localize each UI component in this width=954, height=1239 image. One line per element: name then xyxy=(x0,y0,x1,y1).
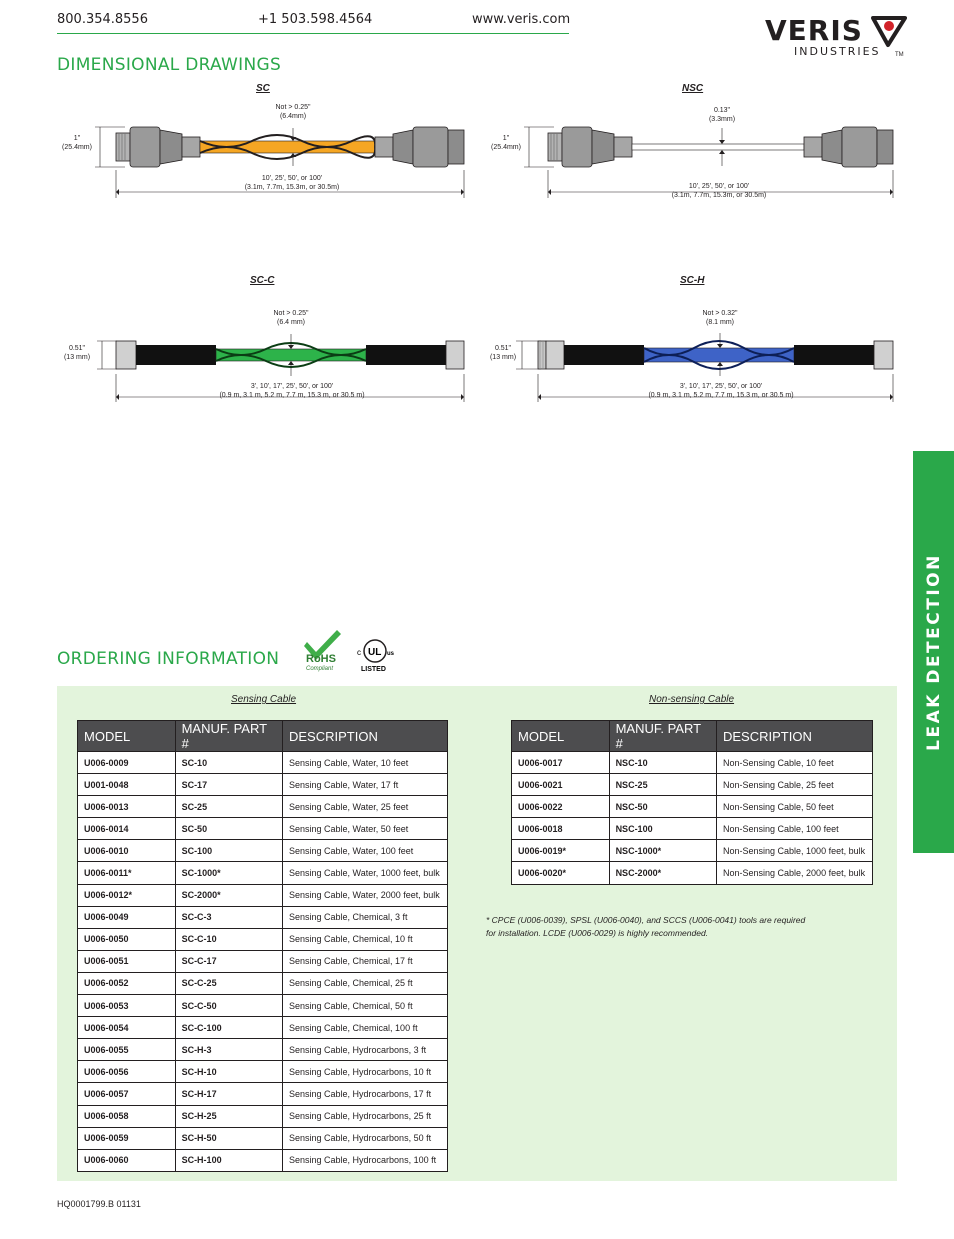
description-cell: Sensing Cable, Water, 50 feet xyxy=(283,818,448,840)
veris-logo xyxy=(765,14,910,62)
model-cell: U006-0009 xyxy=(78,752,176,774)
model-cell: U006-0011* xyxy=(78,862,176,884)
table-row xyxy=(512,818,873,840)
ul-listed-badge xyxy=(353,636,399,674)
part-cell: SC-H-17 xyxy=(175,1083,282,1105)
drawing-sc xyxy=(57,80,477,200)
description-cell: Sensing Cable, Chemical, 3 ft xyxy=(283,906,448,928)
part-cell: SC-C-17 xyxy=(175,950,282,972)
rohs-sub: Compliant xyxy=(306,666,334,672)
sc-h-length-label: 3', 10', 17', 25', 50', or 100' (0.9 m, 3.1 m, 5.2 m, 7.7 m, 15.3 m, or 30.5 m) xyxy=(648,383,794,399)
description-cell: Sensing Cable, Hydrocarbons, 50 ft xyxy=(283,1127,448,1149)
model-cell: U006-0060 xyxy=(78,1149,176,1171)
table-row xyxy=(512,774,873,796)
website-link[interactable]: www.veris.com xyxy=(472,12,571,27)
drawing-sc-title: SC xyxy=(256,83,270,94)
drawing-nsc xyxy=(486,80,906,206)
model-cell: U006-0018 xyxy=(512,818,610,840)
table-row xyxy=(78,818,448,840)
description-cell: Sensing Cable, Chemical, 50 ft xyxy=(283,995,448,1017)
part-cell: SC-H-25 xyxy=(175,1105,282,1127)
ul-us: us xyxy=(387,651,395,657)
logo-trademark: TM xyxy=(895,52,904,58)
drawing-nsc-title: NSC xyxy=(682,83,704,94)
dimensional-drawings-title: DIMENSIONAL DRAWINGS xyxy=(57,55,282,75)
document-code: HQ0001799.B 01131 xyxy=(57,1199,141,1209)
nonsensing-cable-table xyxy=(511,720,873,885)
drawing-sc-c xyxy=(57,272,477,406)
description-cell: Sensing Cable, Hydrocarbons, 3 ft xyxy=(283,1039,448,1061)
description-cell: Sensing Cable, Chemical, 10 ft xyxy=(283,928,448,950)
model-cell: U006-0049 xyxy=(78,906,176,928)
nsc-length-label: 10', 25', 50', or 100' (3.1m, 7.7m, 15.3m, or 30.5m) xyxy=(671,183,767,199)
sc-gap-label: Not > 0.25" (6.4mm) xyxy=(275,104,311,120)
ul-mark: UL xyxy=(368,647,382,658)
ordering-information-title: ORDERING INFORMATION xyxy=(57,649,280,669)
description-cell: Non-Sensing Cable, 50 feet xyxy=(717,796,873,818)
table-row xyxy=(78,840,448,862)
table-row xyxy=(78,752,448,774)
part-cell: SC-C-25 xyxy=(175,972,282,994)
description-cell: Sensing Cable, Water, 25 feet xyxy=(283,796,448,818)
model-cell: U006-0058 xyxy=(78,1105,176,1127)
sc-c-length-label: 3', 10', 17', 25', 50', or 100' (0.9 m, 3.1 m, 5.2 m, 7.7 m, 15.3 m, or 30.5 m) xyxy=(219,383,365,399)
part-cell: NSC-1000* xyxy=(609,840,716,862)
description-cell: Sensing Cable, Hydrocarbons, 10 ft xyxy=(283,1061,448,1083)
model-cell: U006-0014 xyxy=(78,818,176,840)
description-cell: Non-Sensing Cable, 100 feet xyxy=(717,818,873,840)
model-cell: U006-0017 xyxy=(512,752,610,774)
part-cell: SC-C-3 xyxy=(175,906,282,928)
table-header-row xyxy=(512,721,873,752)
rohs-compliant-badge xyxy=(303,628,343,672)
part-cell: SC-10 xyxy=(175,752,282,774)
description-cell: Non-Sensing Cable, 25 feet xyxy=(717,774,873,796)
part-cell: NSC-2000* xyxy=(609,862,716,884)
table-row xyxy=(512,796,873,818)
table-row xyxy=(78,1149,448,1171)
model-cell: U006-0022 xyxy=(512,796,610,818)
rohs-check-icon xyxy=(303,628,343,672)
part-cell: SC-H-50 xyxy=(175,1127,282,1149)
sc-length-label: 10', 25', 50', or 100' (3.1m, 7.7m, 15.3m, or 30.5m) xyxy=(244,175,340,191)
col-model-header: MODEL xyxy=(512,721,610,752)
table-row xyxy=(78,774,448,796)
description-cell: Sensing Cable, Hydrocarbons, 100 ft xyxy=(283,1149,448,1171)
model-cell: U006-0021 xyxy=(512,774,610,796)
table-row xyxy=(78,884,448,906)
description-cell: Sensing Cable, Hydrocarbons, 25 ft xyxy=(283,1105,448,1127)
table-row xyxy=(78,1061,448,1083)
col-description-header: DESCRIPTION xyxy=(717,721,873,752)
model-cell: U006-0052 xyxy=(78,972,176,994)
drawing-sc-h-title: SC-H xyxy=(680,275,705,286)
table-row xyxy=(78,928,448,950)
part-cell: SC-H-10 xyxy=(175,1061,282,1083)
description-cell: Sensing Cable, Water, 1000 feet, bulk xyxy=(283,862,448,884)
part-cell: SC-C-10 xyxy=(175,928,282,950)
table-row xyxy=(78,1017,448,1039)
installation-footnote: * CPCE (U006-0039), SPSL (U006-0040), and SCCS (U006-0041) tools are required for installation. LCDE (U006-0029) is highly recommended. xyxy=(486,915,806,938)
col-part-header: MANUF. PART # xyxy=(609,721,716,752)
sc-c-gap-label: Not > 0.25" (6.4 mm) xyxy=(273,310,309,326)
drawing-sc-h xyxy=(486,272,906,406)
table-row xyxy=(512,862,873,884)
description-cell: Sensing Cable, Chemical, 17 ft xyxy=(283,950,448,972)
table-row xyxy=(512,752,873,774)
col-part-header: MANUF. PART # xyxy=(175,721,282,752)
model-cell: U006-0012* xyxy=(78,884,176,906)
model-cell: U006-0055 xyxy=(78,1039,176,1061)
table-row xyxy=(78,1105,448,1127)
table-row xyxy=(78,1127,448,1149)
part-cell: NSC-50 xyxy=(609,796,716,818)
model-cell: U006-0051 xyxy=(78,950,176,972)
sc-c-height-label: 0.51" (13 mm) xyxy=(63,345,91,361)
part-cell: NSC-10 xyxy=(609,752,716,774)
veris-check-icon xyxy=(871,14,907,48)
sensing-cable-table xyxy=(77,720,448,1172)
model-cell: U001-0048 xyxy=(78,774,176,796)
table-row xyxy=(512,840,873,862)
nsc-height-label: 1" (25.4mm) xyxy=(491,135,521,151)
part-cell: SC-25 xyxy=(175,796,282,818)
ul-c: c xyxy=(357,648,361,657)
table-row xyxy=(78,972,448,994)
table-row xyxy=(78,862,448,884)
part-cell: NSC-25 xyxy=(609,774,716,796)
sc-h-height-label: 0.51" (13 mm) xyxy=(489,345,517,361)
model-cell: U006-0054 xyxy=(78,1017,176,1039)
sc-height-label: 1" (25.4mm) xyxy=(62,135,92,151)
model-cell: U006-0059 xyxy=(78,1127,176,1149)
part-cell: SC-C-100 xyxy=(175,1017,282,1039)
description-cell: Sensing Cable, Water, 2000 feet, bulk xyxy=(283,884,448,906)
part-cell: SC-H-100 xyxy=(175,1149,282,1171)
model-cell: U006-0053 xyxy=(78,995,176,1017)
table-row xyxy=(78,1083,448,1105)
table-row xyxy=(78,906,448,928)
drawing-sc-c-title: SC-C xyxy=(250,275,275,286)
phone-international: +1 503.598.4564 xyxy=(258,12,373,27)
description-cell: Non-Sensing Cable, 1000 feet, bulk xyxy=(717,840,873,862)
description-cell: Sensing Cable, Water, 10 feet xyxy=(283,752,448,774)
part-cell: SC-50 xyxy=(175,818,282,840)
side-tab-leak-detection xyxy=(913,451,954,853)
model-cell: U006-0050 xyxy=(78,928,176,950)
ul-listed-icon xyxy=(353,636,399,674)
phone-tollfree: 800.354.8556 xyxy=(57,12,148,27)
description-cell: Non-Sensing Cable, 2000 feet, bulk xyxy=(717,862,873,884)
side-tab-label: LEAK DETECTION xyxy=(923,553,944,751)
sensing-cable-caption: Sensing Cable xyxy=(231,694,297,705)
description-cell: Sensing Cable, Water, 100 feet xyxy=(283,840,448,862)
description-cell: Sensing Cable, Chemical, 100 ft xyxy=(283,1017,448,1039)
part-cell: SC-H-3 xyxy=(175,1039,282,1061)
rohs-label: RoHS xyxy=(306,653,336,665)
logo-subtitle: INDUSTRIES xyxy=(794,45,881,58)
nsc-gap-label: 0.13" (3.3mm) xyxy=(708,107,736,123)
table-row xyxy=(78,950,448,972)
part-cell: SC-17 xyxy=(175,774,282,796)
description-cell: Non-Sensing Cable, 10 feet xyxy=(717,752,873,774)
nonsensing-cable-caption: Non-sensing Cable xyxy=(649,694,735,705)
table-row xyxy=(78,1039,448,1061)
logo-wordmark: VERIS xyxy=(765,14,863,47)
col-description-header: DESCRIPTION xyxy=(283,721,448,752)
part-cell: SC-C-50 xyxy=(175,995,282,1017)
description-cell: Sensing Cable, Chemical, 25 ft xyxy=(283,972,448,994)
part-cell: SC-1000* xyxy=(175,862,282,884)
description-cell: Sensing Cable, Hydrocarbons, 17 ft xyxy=(283,1083,448,1105)
ul-listed: LISTED xyxy=(361,666,386,673)
table-row xyxy=(78,995,448,1017)
part-cell: NSC-100 xyxy=(609,818,716,840)
sc-h-gap-label: Not > 0.32" (8.1 mm) xyxy=(702,310,738,326)
description-cell: Sensing Cable, Water, 17 ft xyxy=(283,774,448,796)
part-cell: SC-100 xyxy=(175,840,282,862)
model-cell: U006-0019* xyxy=(512,840,610,862)
table-header-row xyxy=(78,721,448,752)
model-cell: U006-0057 xyxy=(78,1083,176,1105)
part-cell: SC-2000* xyxy=(175,884,282,906)
header-contacts xyxy=(57,10,569,34)
model-cell: U006-0010 xyxy=(78,840,176,862)
col-model-header: MODEL xyxy=(78,721,176,752)
model-cell: U006-0013 xyxy=(78,796,176,818)
model-cell: U006-0020* xyxy=(512,862,610,884)
model-cell: U006-0056 xyxy=(78,1061,176,1083)
table-row xyxy=(78,796,448,818)
